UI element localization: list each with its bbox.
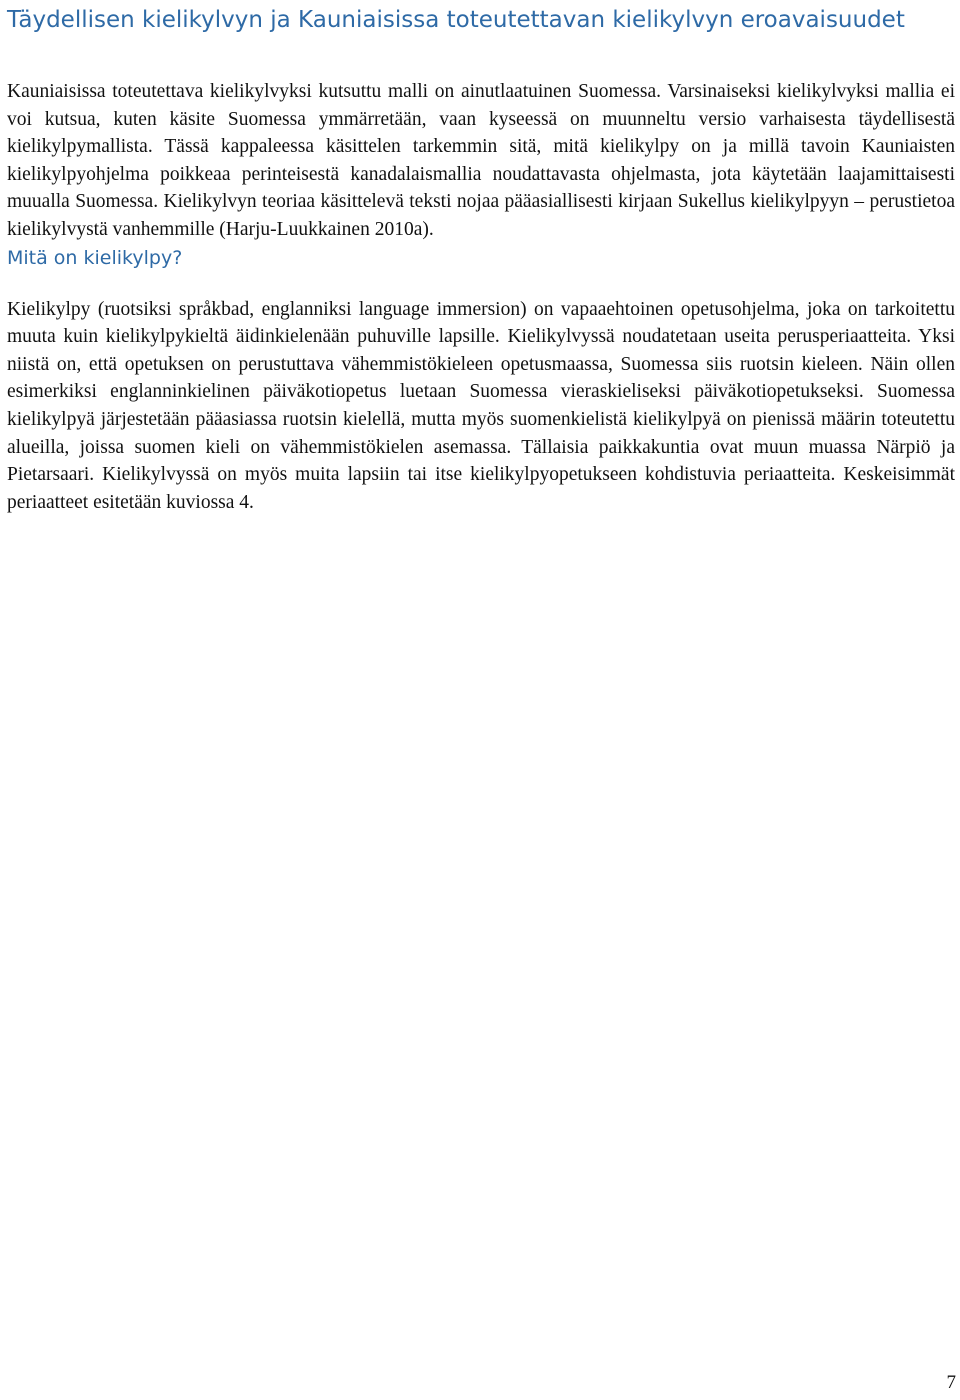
subsection-title: Mitä on kielikylpy? [7, 246, 183, 269]
section-title: Täydellisen kielikylvyn ja Kauniaisissa toteutettavan kielikylvyn eroavaisuudet [7, 7, 905, 33]
body-paragraph: Kielikylpy (ruotsiksi språkbad, englanniksi language immersion) on vapaaehtoinen opetusohjelma, joka on tarkoitettu muuta kuin kielikylpykieltä äidinkielenään puhuville lapsille. Kielikylvyssä noudatetaan useita perusperiaatteita. Yksi niistä on, että opetuksen on perustuttava vähemmistökieleen opetusmaassa, Suomessa siis ruotsin kieleen. Näin ollen esimerkiksi englanninkielinen päiväkotiopetus luetaan Suomessa vieraskieliseksi päiväkotiopetukseksi. Suomessa kielikylpyä järjestetään pääasiassa ruotsin kielellä, mutta myös suomenkielistä kielikylpyä on pienissä määrin toteutettu alueilla, joissa suomen kieli on vähemmistökielen asemassa. Tällaisia paikkakuntia ovat muun muassa Närpiö ja Pietarsaari. Kielikylvyssä on myös muita lapsiin tai itse kielikylpyopetukseen kohdistuvia periaatteita. Keskeisimmät periaatteet esitetään kuviossa 4. [7, 298, 955, 513]
body-paragraph: Kauniaisissa toteutettava kielikylvyksi kutsuttu malli on ainutlaatuinen Suomessa. Varsinaiseksi kielikylvyksi mallia ei voi kutsua, kuten käsite Suomessa ymmärretään, vaan kyseessä on muunneltu versio varhaisesta täydellisestä kielikylpymallista. Tässä kappaleessa käsittelen tarkemmin sitä, mitä kielikylpy on ja millä tavoin Kauniaisten kielikylpyohjelma poikkeaa perinteisestä kanadalaismallia noudattavasta ohjelmasta, jota käytetään laajamittaisesti muualla Suomessa. Kielikylvyn teoriaa käsittelevä teksti nojaa pääasiallisesti kirjaan Sukellus kielikylpyyn – perustietoa kielikylvystä vanhemmille (Harju-Luukkainen 2010a). [7, 81, 955, 240]
page-number: 7 [946, 1372, 956, 1393]
page-content [7, 2, 955, 516]
